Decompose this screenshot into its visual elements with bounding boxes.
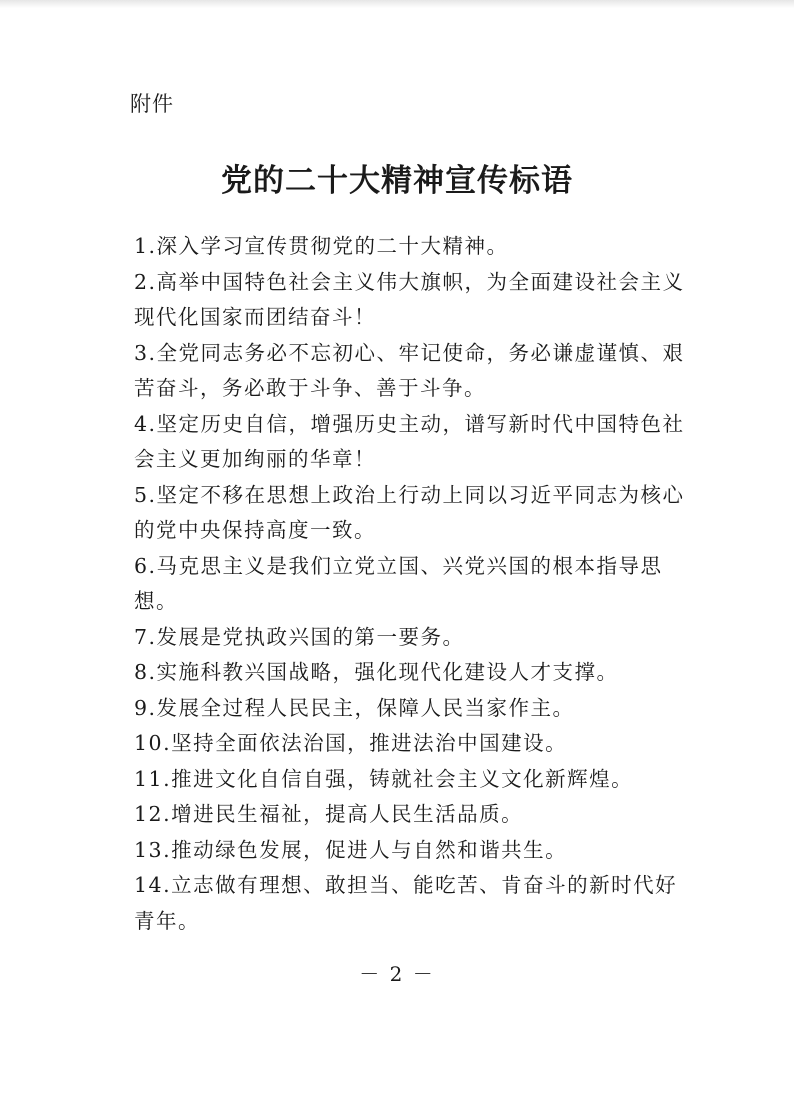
attachment-label: 附件 bbox=[130, 92, 174, 116]
slogan-item: 1.深入学习宣传贯彻党的二十大精神。 bbox=[134, 234, 509, 258]
slogan-item: 10.坚持全面依法治国，推进法治中国建设。 bbox=[134, 731, 568, 755]
slogan-item: 6.马克思主义是我们立党立国、兴党兴国的根本指导思想。 bbox=[134, 553, 663, 613]
slogan-item: 12.增进民生福祉，提高人民生活品质。 bbox=[134, 802, 524, 826]
slogan-item: 13.推动绿色发展，促进人与自然和谐共生。 bbox=[134, 837, 568, 862]
slogan-item: 14.立志做有理想、敢担当、能吃苦、肯奋斗的新时代好青年。 bbox=[134, 873, 678, 933]
slogan-item: 3.全党同志务必不忘初心、牢记使命，务必谦虚谨慎、艰苦奋斗，务必敢于斗争、善于斗争。 bbox=[134, 340, 685, 400]
slogan-item: 7.发展是党执政兴国的第一要务。 bbox=[134, 624, 465, 649]
slogan-item: 9.发展全过程人民民主，保障人民当家作主。 bbox=[134, 695, 575, 720]
slogan-item: 2.高举中国特色社会主义伟大旗帜，为全面建设社会主义现代化国家而团结奋斗！ bbox=[134, 269, 685, 329]
slogan-list bbox=[134, 229, 694, 939]
page-number: － 2 － bbox=[359, 962, 435, 986]
document-title: 党的二十大精神宣传标语 bbox=[221, 163, 573, 199]
slogan-item: 11.推进文化自信自强，铸就社会主义文化新辉煌。 bbox=[134, 766, 634, 791]
slogan-item: 4.坚定历史自信，增强历史主动，谱写新时代中国特色社会主义更加绚丽的华章！ bbox=[134, 411, 685, 471]
slogan-item: 5.坚定不移在思想上政治上行动上同以习近平同志为核心的党中央保持高度一致。 bbox=[134, 482, 685, 542]
slogan-item: 8.实施科教兴国战略，强化现代化建设人才支撑。 bbox=[134, 660, 619, 684]
